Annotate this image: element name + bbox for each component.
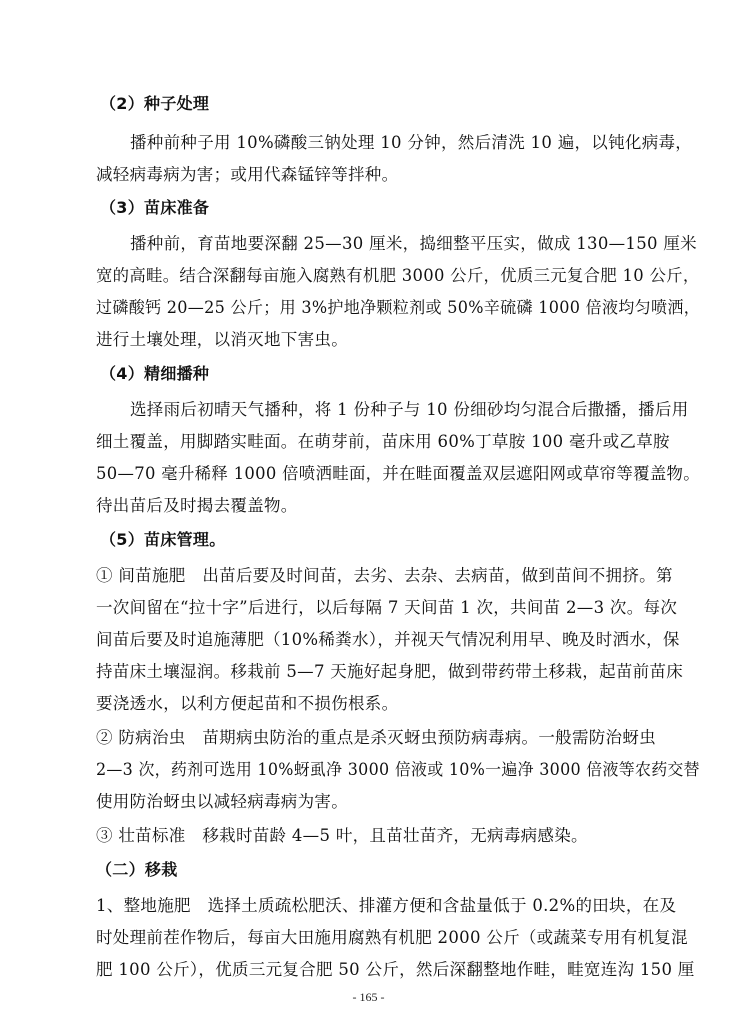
section-heading-seedbed-management: （5）苗床管理。 bbox=[100, 530, 226, 549]
paragraph-line: ② 防病治虫 苗期病虫防治的重点是杀灭蚜虫预防病毒病。一般需防治蚜虫 bbox=[96, 728, 656, 747]
paragraph-line: 宽的高畦。结合深翻每亩施入腐熟有机肥 3000 公斤，优质三元复合肥 10 公斤， bbox=[96, 266, 700, 285]
paragraph-line: 肥 100 公斤），优质三元复合肥 50 公斤，然后深翻整地作畦，畦宽连沟 150 厘 bbox=[96, 960, 695, 979]
paragraph-line: 播种前，育苗地要深翻 25—30 厘米，捣细整平压实，做成 130—150 厘米 bbox=[130, 234, 697, 253]
paragraph-line: 持苗床土壤湿润。移栽前 5—7 天施好起身肥，做到带药带土移栽，起苗前苗床 bbox=[96, 662, 684, 681]
paragraph-line: 2—3 次，药剂可选用 10%蚜虱净 3000 倍液或 10%一遍净 3000 倍液等农药交替 bbox=[96, 760, 700, 779]
paragraph-line: ③ 壮苗标准 移栽时苗龄 4—5 叶，且苗壮苗齐，无病毒病感染。 bbox=[96, 826, 588, 845]
paragraph-line: 间苗后要及时追施薄肥（10%稀粪水），并视天气情况利用早、晚及时洒水，保 bbox=[96, 630, 680, 649]
paragraph-line: 进行土壤处理，以消灭地下害虫。 bbox=[96, 330, 348, 349]
paragraph-line: 播种前种子用 10%磷酸三钠处理 10 分钟，然后清洗 10 遍，以钝化病毒， bbox=[130, 133, 693, 152]
paragraph-line: ① 间苗施肥 出苗后要及时间苗，去劣、去杂、去病苗，做到苗间不拥挤。第 bbox=[96, 566, 673, 585]
section-heading-seedbed-prep: （3）苗床准备 bbox=[100, 198, 210, 217]
paragraph-line: 选择雨后初晴天气播种，将 1 份种子与 10 份细砂均匀混合后撒播，播后用 bbox=[130, 400, 689, 419]
paragraph-line: 减轻病毒病为害；或用代森锰锌等拌种。 bbox=[96, 165, 399, 184]
section-heading-fine-sowing: （4）精细播种 bbox=[100, 364, 210, 383]
paragraph-line: 1、整地施肥 选择土质疏松肥沃、排灌方便和含盐量低于 0.2%的田块，在及 bbox=[96, 896, 677, 915]
paragraph-line: 要浇透水，以利方便起苗和不损伤根系。 bbox=[96, 694, 399, 713]
paragraph-line: 使用防治蚜虫以减轻病毒病为害。 bbox=[96, 792, 348, 811]
paragraph-line: 一次间留在“拉十字”后进行，以后每隔 7 天间苗 1 次，共间苗 2—3 次。每次 bbox=[96, 598, 678, 617]
paragraph-line: 细土覆盖，用脚踏实畦面。在萌芽前，苗床用 60%丁草胺 100 毫升或乙草胺 bbox=[96, 432, 670, 451]
paragraph-line: 50—70 毫升稀释 1000 倍喷洒畦面，并在畦面覆盖双层遮阳网或草帘等覆盖物。 bbox=[96, 464, 700, 483]
paragraph-line: 时处理前茬作物后，每亩大田施用腐熟有机肥 2000 公斤（或蔬菜专用有机复混 bbox=[96, 928, 688, 947]
paragraph-line: 待出苗后及时揭去覆盖物。 bbox=[96, 496, 298, 515]
page-number: - 165 - bbox=[352, 990, 385, 1004]
paragraph-line: 过磷酸钙 20—25 公斤；用 3%护地净颗粒剂或 50%辛硫磷 1000 倍液均匀喷洒， bbox=[96, 298, 701, 317]
section-heading-seed-treatment: （2）种子处理 bbox=[100, 94, 210, 113]
section-heading-transplanting: （二）移栽 bbox=[96, 860, 178, 879]
